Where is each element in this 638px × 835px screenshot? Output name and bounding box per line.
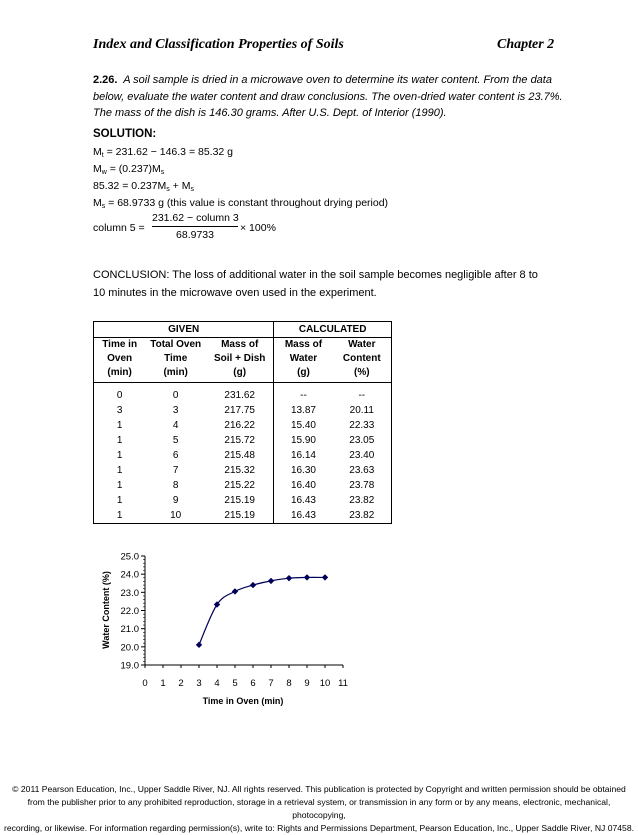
col-header: Water [348,339,376,350]
table-cell: 4 [172,420,179,431]
col-header: Mass of [274,338,333,353]
table-cell: 16.30 [274,463,333,478]
col-header: Oven [107,353,133,364]
table-cell: 13.87 [274,403,333,418]
table-cell: 23.82 [349,495,375,506]
table-cell: 15.90 [274,433,333,448]
chart-series-line [199,577,325,644]
table-cell: -- [274,383,333,404]
table-cell: 15.40 [274,418,333,433]
col-header: (%) [333,366,392,383]
table-cell: 16.14 [274,448,333,463]
col-header: (g) [206,366,274,383]
table-cell: 8 [172,480,179,491]
table-body [94,383,392,524]
table-cell: 1 [116,495,123,506]
chart-y-tick-label: 20.0 [120,642,139,654]
table-cell: 0 [172,390,179,401]
data-table [93,321,392,524]
chart-x-tick-label: 10 [319,678,331,689]
conclusion-text: CONCLUSION: The loss of additional water in the soil sample becomes negligible after 8 to 10 minutes in the microwave oven used in the experiment. [93,269,538,299]
chart-y-tick-label: 21.0 [120,624,139,636]
table-cell: 0 [116,390,123,401]
table-cell: 215.72 [224,435,255,446]
chart-y-tick-label: 24.0 [120,569,139,581]
col-header: Time [164,353,188,364]
chart-y-tick-labels [121,552,140,672]
chart-x-tick-label: 9 [304,678,310,689]
col-header: Time in [102,339,138,350]
chart-x-tick-label: 2 [178,678,184,689]
fraction-bar [152,226,238,227]
equation-column5-rhs: × 100% [240,222,276,234]
col-header: (min) [94,366,146,383]
table-cell: 23.40 [349,450,375,461]
chart-y-tick-label: 23.0 [120,587,139,599]
chart-x-tick-label: 4 [214,678,220,689]
table-cell: 3 [116,405,123,416]
table-cell: 23.78 [349,480,375,491]
chart-y-tick-label: 22.0 [120,606,139,617]
chart-x-tick-label: 7 [268,678,274,689]
col-header: Content [342,353,381,364]
problem-statement [93,72,563,122]
chart-series-points [196,574,328,648]
table-cell: 6 [172,450,179,461]
table-row [94,448,392,463]
table-cell: 215.19 [224,495,255,506]
equation-ms: $M_s = 68.9733$ g (this value is constant throughout drying period) [93,197,389,210]
table-cell: 1 [116,420,123,431]
table-cell: -- [358,390,366,401]
table-cell: 10 [170,510,182,521]
table-row [94,383,392,404]
table-cell: 16.43 [274,493,333,508]
col-header: Mass of [221,339,259,350]
table-cell: 16.40 [274,478,333,493]
equation-sum: $85.32 = 0.237M_s + M_s$ [93,180,194,193]
table-row [94,463,392,478]
equation-mt: $M_t = 231.62 - 146.3 = 85.32$ g [93,146,234,159]
chart-y-axis-label: Water Content (%) [101,571,111,649]
copyright-footer [0,783,638,835]
col-header: Water [274,352,333,366]
table-cell: 215.32 [224,465,255,476]
table-row [94,493,392,508]
table-cell: 216.22 [224,420,255,431]
chart-x-tick-label: 1 [160,678,166,689]
group-header-given: GIVEN [94,322,274,338]
chart-data-point [250,582,256,588]
equation-column5-numerator: 231.62 − column 3 [152,212,239,224]
chart-x-tick-label: 5 [232,678,238,689]
page-header-title: Index and Classification Properties of Soils [93,37,344,52]
copyright-line-1: © 2011 Pearson Education, Inc., Upper Saddle River, NJ. All rights reserved. This publication is protected by Copyright and written permission should be obtained [12,784,626,794]
table-row [94,478,392,493]
table-row [94,433,392,448]
chart-y-tick-label: 25.0 [120,551,139,563]
problem-text: A soil sample is dried in a microwave oven to determine its water content. From the data below, evaluate the water content and draw conclusions. The oven-dried water content is 23.7%. The mass of the dish is 146.30 grams. After U.S. Dept. of Interior (1990). [93,74,563,119]
table-cell: 215.22 [224,480,255,491]
chart-x-tick-label: 11 [338,678,348,689]
group-header-calculated: CALCULATED [274,322,392,338]
table-cell: 215.48 [224,450,255,461]
page-header-chapter: Chapter 2 [497,37,555,52]
equation-mw: $M_w = (0.237)M_s$ [93,163,165,176]
col-header: (g) [274,366,333,383]
table-cell: 1 [116,465,123,476]
solution-label: SOLUTION: [93,128,157,140]
table-cell: 1 [116,510,123,521]
table-cell: 3 [172,405,179,416]
chart-data-point [196,642,202,648]
table-cell: 1 [116,435,123,446]
chart-x-tick-label: 3 [196,678,202,689]
table-row [94,403,392,418]
table-cell: 23.82 [349,510,375,521]
chart-x-tick-label: 6 [250,678,256,689]
table-cell: 231.62 [224,390,255,401]
table-cell: 7 [172,465,179,476]
chart-data-point [286,575,292,581]
chart-x-tick-label: 0 [142,678,148,689]
equation-column5-denominator: 68.9733 [176,229,214,241]
table-cell: 217.75 [224,405,255,416]
table-cell: 22.33 [349,420,375,431]
table-cell: 215.19 [224,510,255,521]
problem-number: 2.26. [93,74,118,86]
table-cell: 1 [116,480,123,491]
chart-data-point [232,588,238,594]
col-header: Total Oven [150,339,202,350]
chart-data-point [268,578,274,584]
col-header: Soil + Dish [213,353,266,364]
table-cell: 23.05 [349,435,375,446]
chart-x-tick-labels [142,678,348,689]
chart-x-tick-label: 8 [286,678,292,689]
chart-data-point [304,574,310,580]
table-row [94,508,392,524]
chart-y-tick-label: 19.0 [120,660,139,672]
chart-axes [141,556,343,668]
table-cell: 5 [172,435,179,446]
table-cell: 16.43 [274,508,333,524]
table-cell: 1 [116,450,123,461]
water-content-chart [0,540,638,710]
table-cell: 23.63 [349,465,375,476]
table-cell: 9 [172,495,179,506]
copyright-line-2: from the publisher prior to any prohibited reproduction, storage in a retrieval system, or transmission in any form or by any means, electronic, mechanical, photocopying, [27,797,611,820]
col-header: (min) [145,366,206,383]
table-row [94,418,392,433]
table-cell: 20.11 [349,405,374,416]
chart-x-axis-label: Time in Oven (min) [202,696,284,706]
equation-column5-lhs: column 5 = [93,222,145,234]
copyright-line-3: recording, or likewise. For information regarding permission(s), write to: Rights and Permissions Department, Pearson Education, Inc., Upper Saddle River, NJ 07458. [3,823,634,833]
chart-data-point [322,574,328,580]
